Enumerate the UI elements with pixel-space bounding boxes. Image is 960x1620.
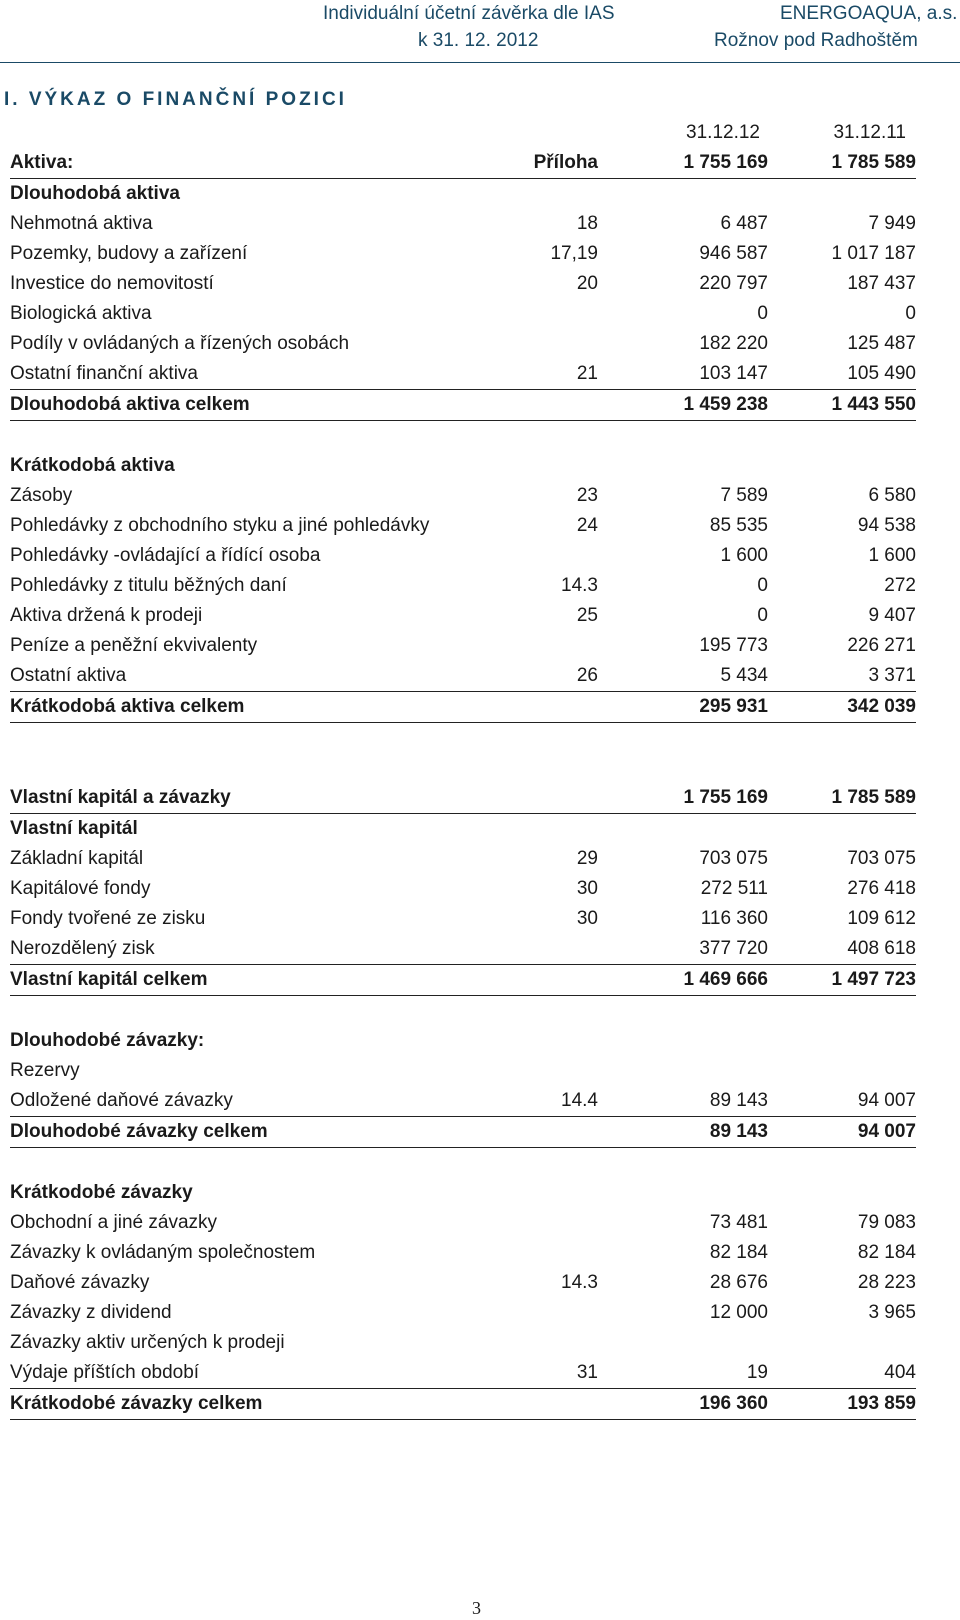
kratkodobe-zavazky-rows [10, 1208, 916, 1388]
row-value-current: 82 184 [709, 1242, 768, 1263]
row-value-previous: 342 039 [847, 696, 916, 717]
row-label: Aktiva držená k prodeji [10, 605, 203, 626]
column-date-current: 31.12.12 [686, 122, 760, 143]
row-label: Daňové závazky [10, 1272, 150, 1293]
row-label: Peníze a peněžní ekvivalenty [10, 635, 258, 656]
row-note: 25 [576, 605, 598, 626]
row-note: 30 [576, 908, 598, 929]
table-row [10, 631, 916, 661]
row-note: 29 [576, 848, 598, 869]
row-value-previous: 109 612 [847, 908, 916, 929]
row-note: 31 [576, 1362, 598, 1383]
row-value-current: 0 [757, 303, 768, 324]
row-label: Odložené daňové závazky [10, 1090, 233, 1111]
header-left [323, 0, 615, 54]
header-company: ENERGOAQUA, a.s. [780, 3, 958, 24]
row-value-previous: 94 007 [857, 1121, 916, 1142]
dlouhodoba-aktiva-rows [10, 209, 916, 389]
dlouhodobe-zavazky-rows [10, 1056, 916, 1116]
row-label: Závazky aktiv určených k prodeji [10, 1332, 285, 1353]
row-value-previous: 79 083 [857, 1212, 916, 1233]
page-number: 3 [472, 1598, 481, 1618]
table-row [10, 481, 916, 511]
row-value-current: 73 481 [709, 1212, 768, 1233]
dlouhodobe-zavazky-title [10, 1026, 916, 1056]
group-title: Krátkodobé závazky [10, 1182, 193, 1203]
row-label: Ostatní aktiva [10, 665, 127, 686]
row-value-previous: 1 497 723 [831, 969, 916, 990]
row-value-previous: 0 [905, 303, 916, 324]
kratkodoba-aktiva-title [10, 451, 916, 481]
kratkodoba-aktiva-rows [10, 481, 916, 691]
row-value-previous: 404 [884, 1362, 916, 1383]
row-value-current: 377 720 [699, 938, 768, 959]
kratkodoba-aktiva-total [10, 691, 916, 723]
row-note: 26 [576, 665, 598, 686]
aktiva-header-row [10, 148, 916, 179]
row-value-current: 89 143 [709, 1090, 768, 1111]
table-row [10, 1208, 916, 1238]
row-label: Ostatní finanční aktiva [10, 363, 198, 384]
table-row [10, 239, 916, 269]
table-row [10, 1056, 916, 1086]
row-label: Pohledávky z titulu běžných daní [10, 575, 287, 596]
table-row [10, 329, 916, 359]
row-value-current: 1 755 169 [683, 787, 768, 808]
row-value-previous: 94 007 [857, 1090, 916, 1111]
column-date-previous: 31.12.11 [833, 122, 906, 143]
row-value-previous: 193 859 [847, 1393, 916, 1414]
row-label: Vlastní kapitál celkem [10, 969, 208, 990]
header-title: Individuální účetní závěrka dle IAS [323, 3, 615, 24]
row-value-previous: 28 223 [857, 1272, 916, 1293]
dlouhodoba-aktiva-total [10, 389, 916, 421]
row-note: 14.3 [561, 575, 598, 596]
row-label: Nerozdělený zisk [10, 938, 155, 959]
table-row [10, 511, 916, 541]
table-row [10, 1238, 916, 1268]
table-row [10, 541, 916, 571]
row-value-current: 0 [757, 605, 768, 626]
header-right [714, 0, 958, 54]
row-label: Krátkodobé závazky celkem [10, 1393, 263, 1414]
row-value-current: 946 587 [699, 243, 768, 264]
row-value-current: 19 [746, 1362, 768, 1383]
row-value-previous: 1 785 589 [831, 152, 916, 173]
group-title: Dlouhodobé závazky: [10, 1030, 205, 1051]
row-note: 17,19 [550, 243, 598, 264]
row-note: 20 [576, 273, 598, 294]
row-label: Krátkodobá aktiva celkem [10, 696, 245, 717]
table-row [10, 1268, 916, 1298]
dlouhodobe-zavazky-total [10, 1116, 916, 1148]
row-note: Příloha [533, 152, 598, 173]
row-note: 14.3 [561, 1272, 598, 1293]
row-label: Závazky k ovládaným společnostem [10, 1242, 316, 1263]
row-value-current: 7 589 [720, 485, 768, 506]
row-value-previous: 1 785 589 [831, 787, 916, 808]
row-label: Pozemky, budovy a zařízení [10, 243, 248, 264]
row-value-previous: 3 371 [868, 665, 916, 686]
vlastni-kapital-total [10, 964, 916, 996]
row-value-previous: 9 407 [868, 605, 916, 626]
table-row [10, 844, 916, 874]
row-label: Výdaje příštích období [10, 1362, 200, 1383]
kratkodobe-zavazky-total [10, 1388, 916, 1420]
row-value-previous: 226 271 [847, 635, 916, 656]
row-label: Investice do nemovitostí [10, 273, 214, 294]
row-value-current: 85 535 [709, 515, 768, 536]
row-value-current: 1 459 238 [683, 394, 768, 415]
table-row [10, 299, 916, 329]
table-row [10, 1298, 916, 1328]
group-title: Vlastní kapitál [10, 818, 138, 839]
table-row [10, 1086, 916, 1116]
row-value-current: 12 000 [709, 1302, 768, 1323]
row-value-current: 116 360 [700, 908, 768, 929]
row-value-current: 103 147 [699, 363, 768, 384]
row-label: Zásoby [10, 485, 73, 506]
row-value-current: 1 755 169 [683, 152, 768, 173]
table-row [10, 934, 916, 964]
row-label: Dlouhodobé závazky celkem [10, 1121, 268, 1142]
row-value-previous: 3 965 [868, 1302, 916, 1323]
row-label: Fondy tvořené ze zisku [10, 908, 206, 929]
row-value-current: 28 676 [709, 1272, 768, 1293]
row-value-current: 182 220 [699, 333, 768, 354]
row-value-previous: 94 538 [857, 515, 916, 536]
row-value-previous: 408 618 [847, 938, 916, 959]
row-value-previous: 276 418 [847, 878, 916, 899]
row-note: 30 [576, 878, 598, 899]
header-date: k 31. 12. 2012 [418, 30, 539, 51]
row-label: Rezervy [10, 1060, 80, 1081]
row-note: 21 [576, 363, 598, 384]
row-label: Pohledávky -ovládající a řídící osoba [10, 545, 321, 566]
pasiva-header-row [10, 783, 916, 814]
table-row [10, 661, 916, 691]
section-title: I. VÝKAZ O FINANČNÍ POZICI [4, 89, 347, 110]
dlouhodoba-aktiva-title [10, 179, 916, 209]
table-row [10, 601, 916, 631]
table-row [10, 904, 916, 934]
table-row [10, 1358, 916, 1388]
row-label: Vlastní kapitál a závazky [10, 787, 231, 808]
row-value-current: 6 487 [720, 213, 768, 234]
row-note: 23 [576, 485, 598, 506]
table-row [10, 269, 916, 299]
row-label: Aktiva: [10, 152, 74, 173]
table-row [10, 571, 916, 601]
row-value-previous: 7 949 [868, 213, 916, 234]
row-label: Obchodní a jiné závazky [10, 1212, 218, 1233]
row-value-previous: 703 075 [847, 848, 916, 869]
row-label: Kapitálové fondy [10, 878, 151, 899]
row-label: Pohledávky z obchodního styku a jiné pohledávky [10, 515, 430, 536]
group-title: Dlouhodobá aktiva [10, 183, 180, 204]
row-label: Podíly v ovládaných a řízených osobách [10, 333, 350, 354]
kratkodobe-zavazky-title [10, 1178, 916, 1208]
row-value-current: 1 469 666 [683, 969, 768, 990]
row-value-current: 89 143 [709, 1121, 768, 1142]
vlastni-kapital-title [10, 814, 916, 844]
row-label: Závazky z dividend [10, 1302, 172, 1323]
row-value-current: 1 600 [720, 545, 768, 566]
row-value-current: 295 931 [699, 696, 768, 717]
table-row [10, 359, 916, 389]
row-label: Dlouhodobá aktiva celkem [10, 394, 250, 415]
row-value-current: 272 511 [700, 878, 768, 899]
row-note: 18 [576, 213, 598, 234]
row-value-current: 5 434 [720, 665, 768, 686]
group-title: Krátkodobá aktiva [10, 455, 175, 476]
row-value-previous: 105 490 [847, 363, 916, 384]
vlastni-kapital-rows [10, 844, 916, 964]
row-value-current: 703 075 [699, 848, 768, 869]
header-location: Rožnov pod Radhoštěm [714, 30, 918, 51]
row-label: Základní kapitál [10, 848, 144, 869]
row-value-previous: 125 487 [847, 333, 916, 354]
financial-position-table [10, 148, 916, 1420]
row-note: 14.4 [561, 1090, 598, 1111]
row-value-previous: 187 437 [847, 273, 916, 294]
header-rule [0, 62, 960, 63]
row-value-current: 195 773 [699, 635, 768, 656]
row-value-previous: 272 [884, 575, 916, 596]
row-value-current: 196 360 [699, 1393, 768, 1414]
row-label: Biologická aktiva [10, 303, 152, 324]
row-value-current: 220 797 [699, 273, 768, 294]
row-value-previous: 1 600 [868, 545, 916, 566]
row-value-previous: 82 184 [857, 1242, 916, 1263]
table-row [10, 1328, 916, 1358]
column-dates [0, 119, 960, 149]
table-row [10, 874, 916, 904]
table-row [10, 209, 916, 239]
row-note: 24 [576, 515, 598, 536]
row-value-previous: 1 443 550 [831, 394, 916, 415]
row-value-previous: 6 580 [868, 485, 916, 506]
row-label: Nehmotná aktiva [10, 213, 153, 234]
row-value-previous: 1 017 187 [831, 243, 916, 264]
row-value-current: 0 [757, 575, 768, 596]
